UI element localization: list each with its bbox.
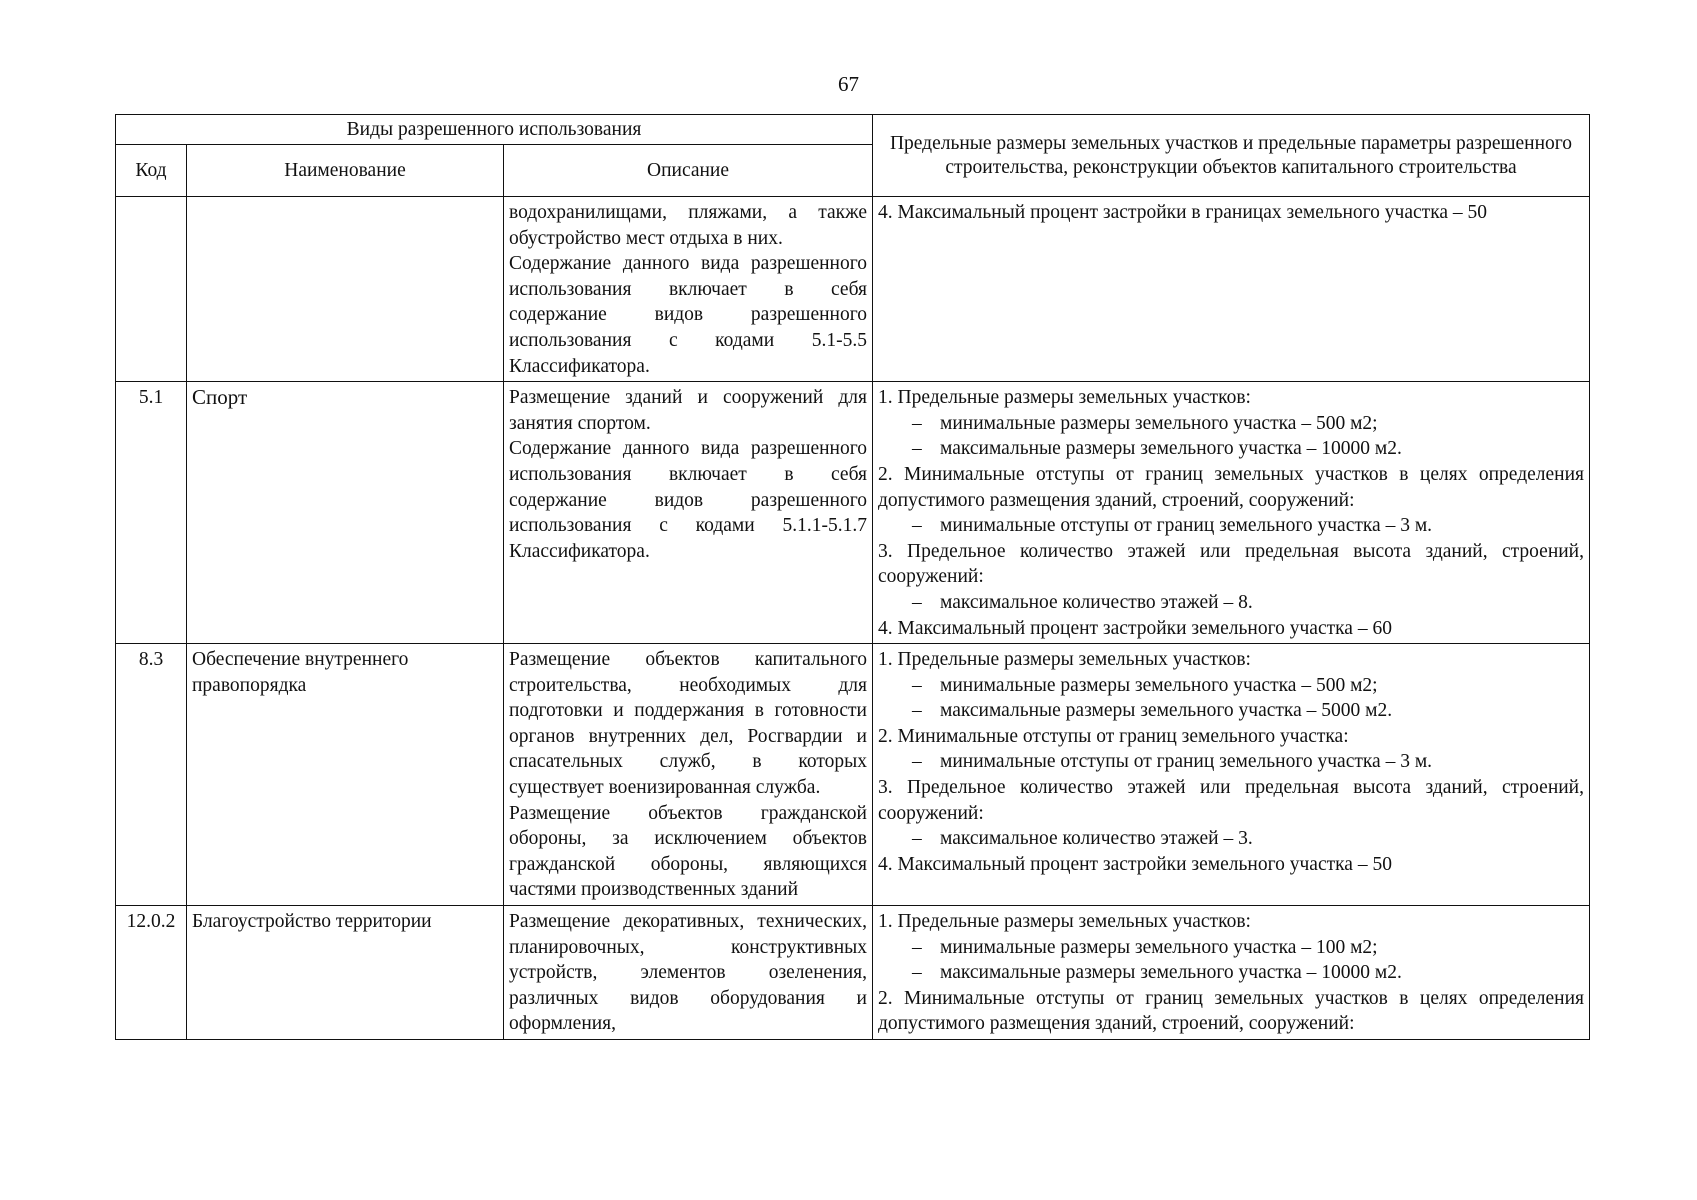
param-bullet: – максимальные размеры земельного участка – 10000 м2. — [912, 960, 1584, 986]
row-params — [873, 644, 1590, 906]
description-paragraph: Содержание данного вида разрешенного использования включает в себя содержание видов разрешенного использования с кодами 5.1-5.5 Классификатора. — [509, 253, 867, 377]
header-name: Наименование — [187, 145, 504, 197]
row-code: 12.0.2 — [116, 906, 187, 1040]
param-item: 2. Минимальные отступы от границ земельных участков в целях определения допустимого размещения зданий, строений, сооружений: — [878, 463, 1584, 511]
param-bullet: – максимальное количество этажей – 8. — [912, 590, 1584, 616]
header-params: Предельные размеры земельных участков и предельные параметры разрешенного строительства, реконструкции объектов капитального строительства — [873, 115, 1590, 197]
page-number: 67 — [838, 72, 859, 96]
description-paragraph: водохранилищами, пляжами, а также обустройство мест отдыха в них. — [509, 202, 867, 249]
param-item: 1. Предельные размеры земельных участков: — [878, 649, 1251, 671]
param-item: 2. Минимальные отступы от границ земельного участка: — [878, 725, 1349, 747]
header-row-1 — [116, 115, 1590, 145]
row-description — [504, 382, 873, 644]
land-use-table — [115, 114, 1590, 1040]
param-bullet: – максимальные размеры земельного участка – 5000 м2. — [912, 698, 1584, 724]
row-description — [504, 197, 873, 382]
param-bullet: – максимальное количество этажей – 3. — [912, 826, 1584, 852]
row-code: 5.1 — [116, 382, 187, 644]
row-name — [187, 197, 504, 382]
description-paragraph: Размещение объектов капитального строительства, необходимых для подготовки и поддержания в готовности органов внутренних дел, Росгвардии и спасательных служб, в которых существует военизированная служба. — [509, 649, 867, 799]
table-row — [116, 382, 1590, 644]
row-description — [504, 644, 873, 906]
description-paragraph: Размещение зданий и сооружений для занятия спортом. — [509, 387, 867, 434]
description-paragraph: Размещение декоративных, технических, планировочных, конструктивных устройств, элементов озеленения, различных видов оборудования и оформления, — [509, 911, 867, 1035]
table-row — [116, 906, 1590, 1040]
table-row — [116, 644, 1590, 906]
param-bullet: – минимальные размеры земельного участка – 100 м2; — [912, 935, 1584, 961]
param-bullet: – минимальные размеры земельного участка – 500 м2; — [912, 411, 1584, 437]
row-params — [873, 197, 1590, 382]
row-params — [873, 906, 1590, 1040]
param-item: 2. Минимальные отступы от границ земельных участков в целях определения допустимого размещения зданий, строений, сооружений: — [878, 987, 1584, 1035]
param-bullet: – максимальные размеры земельного участка – 10000 м2. — [912, 436, 1584, 462]
header-group-left: Виды разрешенного использования — [116, 115, 873, 145]
param-item: 3. Предельное количество этажей или предельная высота зданий, строений, сооружений: — [878, 777, 1584, 824]
table-body — [116, 197, 1590, 1040]
param-bullet: – минимальные размеры земельного участка – 500 м2; — [912, 673, 1584, 699]
param-item: 4. Максимальный процент застройки земельного участка – 60 — [878, 617, 1392, 639]
description-paragraph: Размещение объектов гражданской обороны, за исключением объектов гражданской обороны, являющихся частями производственных зданий — [509, 802, 867, 901]
description-paragraph: Содержание данного вида разрешенного использования включает в себя содержание видов разрешенного использования с кодами 5.1.1-5.1.7 Классификатора. — [509, 438, 867, 562]
param-item: 1. Предельные размеры земельных участков: — [878, 911, 1251, 933]
row-name: Спорт — [187, 382, 504, 644]
row-name: Обеспечение внутреннего правопорядка — [187, 644, 504, 906]
param-item: 1. Предельные размеры земельных участков: — [878, 387, 1251, 409]
header-code: Код — [116, 145, 187, 197]
row-name: Благоустройство территории — [187, 906, 504, 1040]
header-description: Описание — [504, 145, 873, 197]
table-row — [116, 197, 1590, 382]
param-bullet: – минимальные отступы от границ земельного участка – 3 м. — [912, 749, 1584, 775]
row-params — [873, 382, 1590, 644]
row-code — [116, 197, 187, 382]
param-item: 4. Максимальный процент застройки в границах земельного участка – 50 — [878, 202, 1488, 223]
param-item: 3. Предельное количество этажей или предельная высота зданий, строений, сооружений: — [878, 540, 1584, 588]
row-description — [504, 906, 873, 1040]
param-bullet: – минимальные отступы от границ земельного участка – 3 м. — [912, 513, 1584, 539]
param-item: 4. Максимальный процент застройки земельного участка – 50 — [878, 853, 1392, 875]
row-code: 8.3 — [116, 644, 187, 906]
